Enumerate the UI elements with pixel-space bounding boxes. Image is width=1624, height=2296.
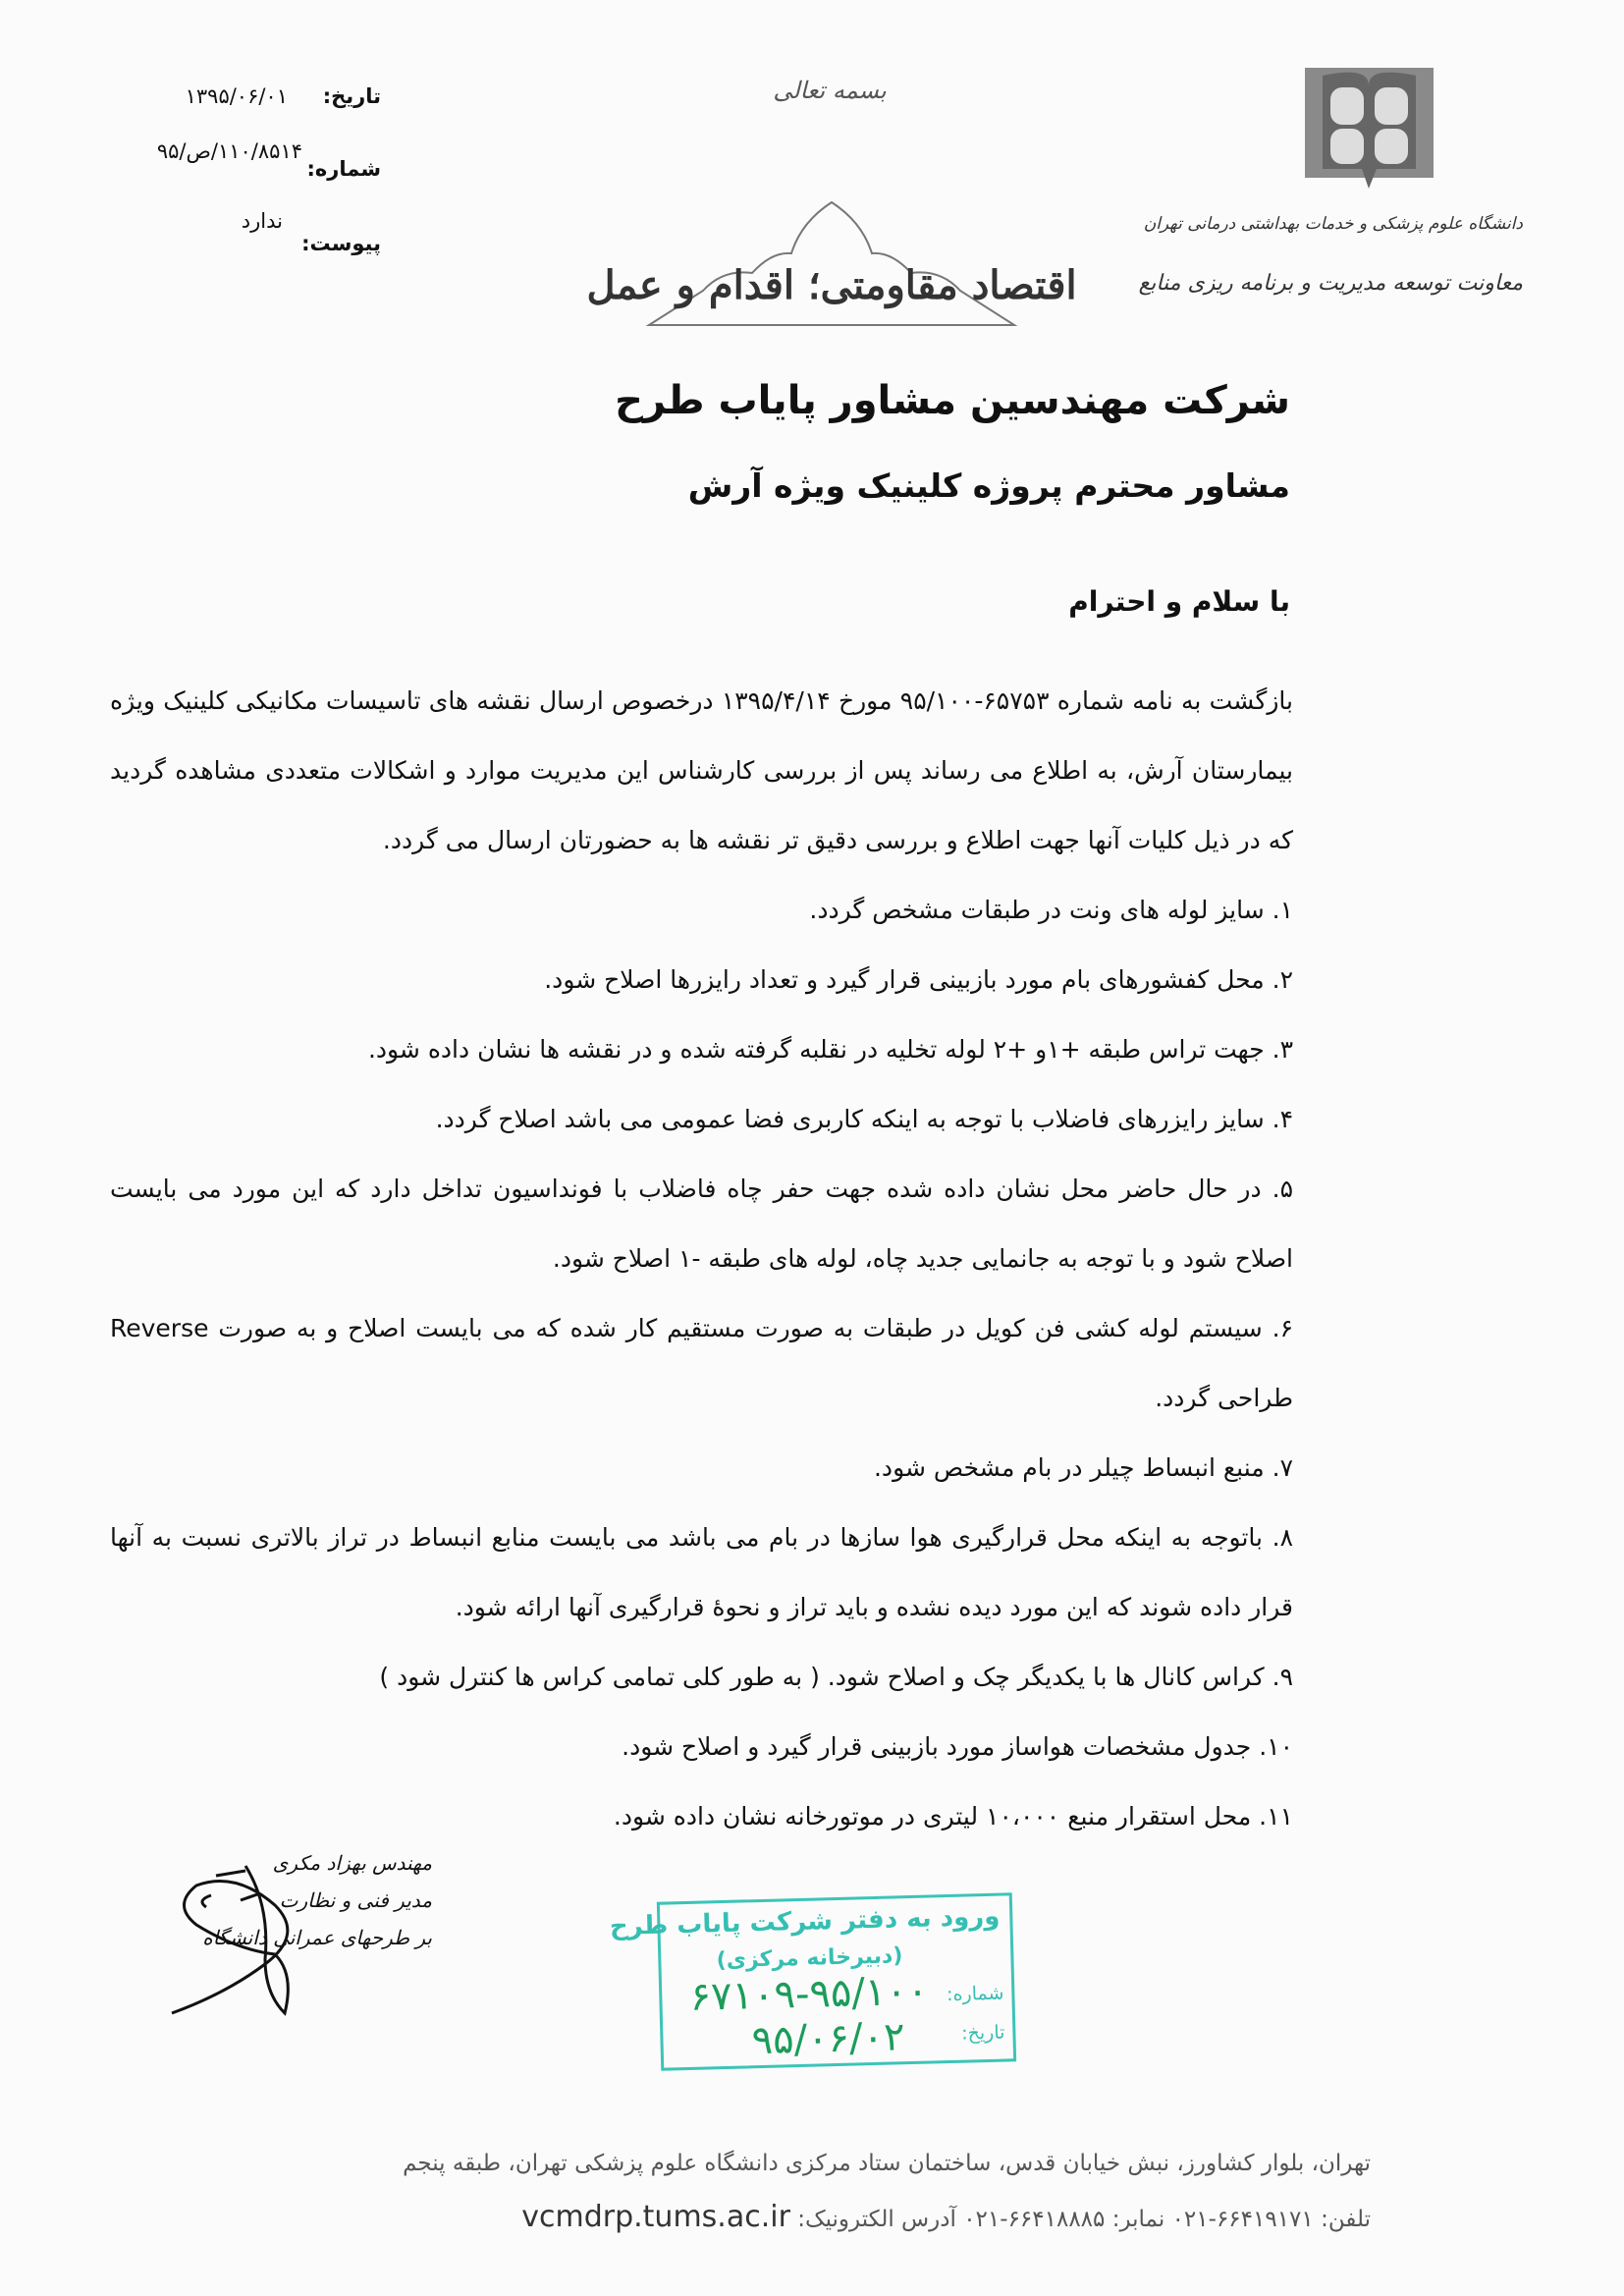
list-item: ۳. جهت تراس طبقه +۱و +۲ لوله تخلیه در نقلبه گرفته شده و در نقشه ها نشان داده شود. [367, 1035, 1293, 1064]
university-logo [1303, 66, 1435, 193]
list-item: ۲. محل کفشورهای بام مورد بازبینی قرار گیرد و تعداد رایزرها اصلاح شود. [544, 965, 1293, 994]
department-name: معاونت توسعه مدیریت و برنامه ریزی منابع [1138, 271, 1523, 296]
stamp-number-value: ۶۷۱۰۹-۹۵/۱۰۰ [688, 1968, 929, 2020]
bismillah: بسمه تعالی [773, 77, 887, 104]
phone-label: تلفن: [1321, 2207, 1371, 2232]
recipient-subtitle: مشاور محترم پروژه کلینیک ویژه آرش [687, 466, 1290, 505]
website-label: آدرس الکترونیک: [797, 2207, 956, 2232]
university-name: دانشگاه علوم پزشکی و خدمات بهداشتی درمانی تهران [1143, 214, 1523, 234]
footer-contact [521, 2200, 1371, 2234]
list-item: ۱. سایز لوله های ونت در طبقات مشخص گردد. [809, 896, 1293, 924]
fax-label: نمابر: [1111, 2207, 1165, 2232]
receipt-stamp [609, 1892, 1016, 2070]
letter-meta [126, 84, 381, 261]
fax: ۶۶۴۱۸۸۸۵-۰۲۱ [963, 2207, 1106, 2232]
stamp-line-1: ورود به دفتر شرکت پایاب طرح [609, 1901, 1001, 1942]
stamp-line-2: (دبیرخانه مرکزی) [716, 1943, 903, 1974]
list-item: ۱۰. جدول مشخصات هواساز مورد بازبینی قرار گیرد و اصلاح شود. [622, 1732, 1293, 1761]
recipient-company: شرکت مهندسین مشاور پایاب طرح [615, 378, 1290, 423]
list-item: ۷. منبع انبساط چیلر در بام مشخص شود. [873, 1453, 1293, 1482]
list-item: ۶. سیستم لوله کشی فن کویل در طبقات به صورت مستقیم کار شده که می بایست اصلاح و به صورت Reverse طراحی گردد. [110, 1314, 1293, 1412]
slogan-emblem [586, 183, 1077, 340]
list-item: ۱۱. محل استقرار منبع ۱۰،۰۰۰ لیتری در موتورخانه نشان داده شود. [613, 1802, 1293, 1831]
number-label: شماره: [306, 157, 381, 181]
date-label: تاریخ: [322, 84, 381, 108]
list-item: ۸. باتوجه به اینکه محل قرارگیری هوا سازها در بام می باشد می بایست منابع انبساط در تراز بالاتری نسبت به آنها قرار داده شوند که این مورد دیده نشده و باید تراز و نحوهٔ قرارگیری آنها ارائه شود. [110, 1523, 1293, 1621]
signatory-name: مهندس بهزاد مکری [272, 1851, 432, 1875]
stamp-date-label: تاریخ: [960, 2021, 1005, 2045]
list-item: ۹. کراس کانال ها با یکدیگر چک و اصلاح شود. ( به طور کلی تمامی کراس ها کنترل شود ) [379, 1663, 1293, 1691]
phone: ۶۶۴۱۹۱۷۱-۰۲۱ [1171, 2207, 1314, 2232]
stamp-date-value: ۹۵/۰۶/۰۲ [751, 2014, 906, 2064]
intro-paragraph: بازگشت به نامه شماره ۶۵۷۵۳-۹۵/۱۰۰ مورخ ۱۳۹۵/۴/۱۴ درخصوص ارسال نقشه های تاسیسات مکانیکی کلینیک ویژه بیمارستان آرش، به اطلاع می رساند پس از بررسی کارشناس این مدیریت موارد و اشکالات متعددی مشاهده گردید که در ذیل کلیات آنها جهت اطلاع و بررسی دقیق تر نقشه ها به حضورتان ارسال می گردد. [110, 686, 1293, 854]
list-item: ۵. در حال حاضر محل نشان داده شده جهت حفر چاه فاضلاب با فونداسیون تداخل دارد که این مورد می بایست اصلاح شود و با توجه به جانمایی جدید چاه، لوله های طبقه -۱ اصلاح شود. [110, 1175, 1293, 1273]
signatory-title: مدیر فنی و نظارت [279, 1888, 432, 1912]
signatory-block [202, 1844, 432, 1956]
attachment-label: پیوست: [301, 232, 381, 255]
list-item: ۴. سایز رایزرهای فاضلاب با توجه به اینکه کاربری فضا عمومی می باشد اصلاح گردد. [435, 1105, 1293, 1133]
footer-address: تهران، بلوار کشاورز، نبش خیابان قدس، ساختمان ستاد مرکزی دانشگاه علوم پزشکی تهران، طبقه پنجم [403, 2151, 1371, 2176]
letter-body [110, 666, 1293, 1851]
slogan-text: اقتصاد مقاومتی؛ اقدام و عمل [586, 262, 1077, 308]
stamp-number-label: شماره: [946, 1982, 1004, 2006]
attachment-value: ندارد [241, 209, 283, 233]
greeting: با سلام و احترام [1068, 585, 1290, 618]
date-value: ۱۳۹۵/۰۶/۰۱ [185, 84, 288, 108]
website-link[interactable]: vcmdrp.tums.ac.ir [521, 2200, 790, 2234]
signatory-title-2: بر طرحهای عمرانی دانشگاه [202, 1926, 432, 1949]
number-value: ۱۱۰/۸۵۱۴/ص/۹۵ [156, 139, 302, 163]
